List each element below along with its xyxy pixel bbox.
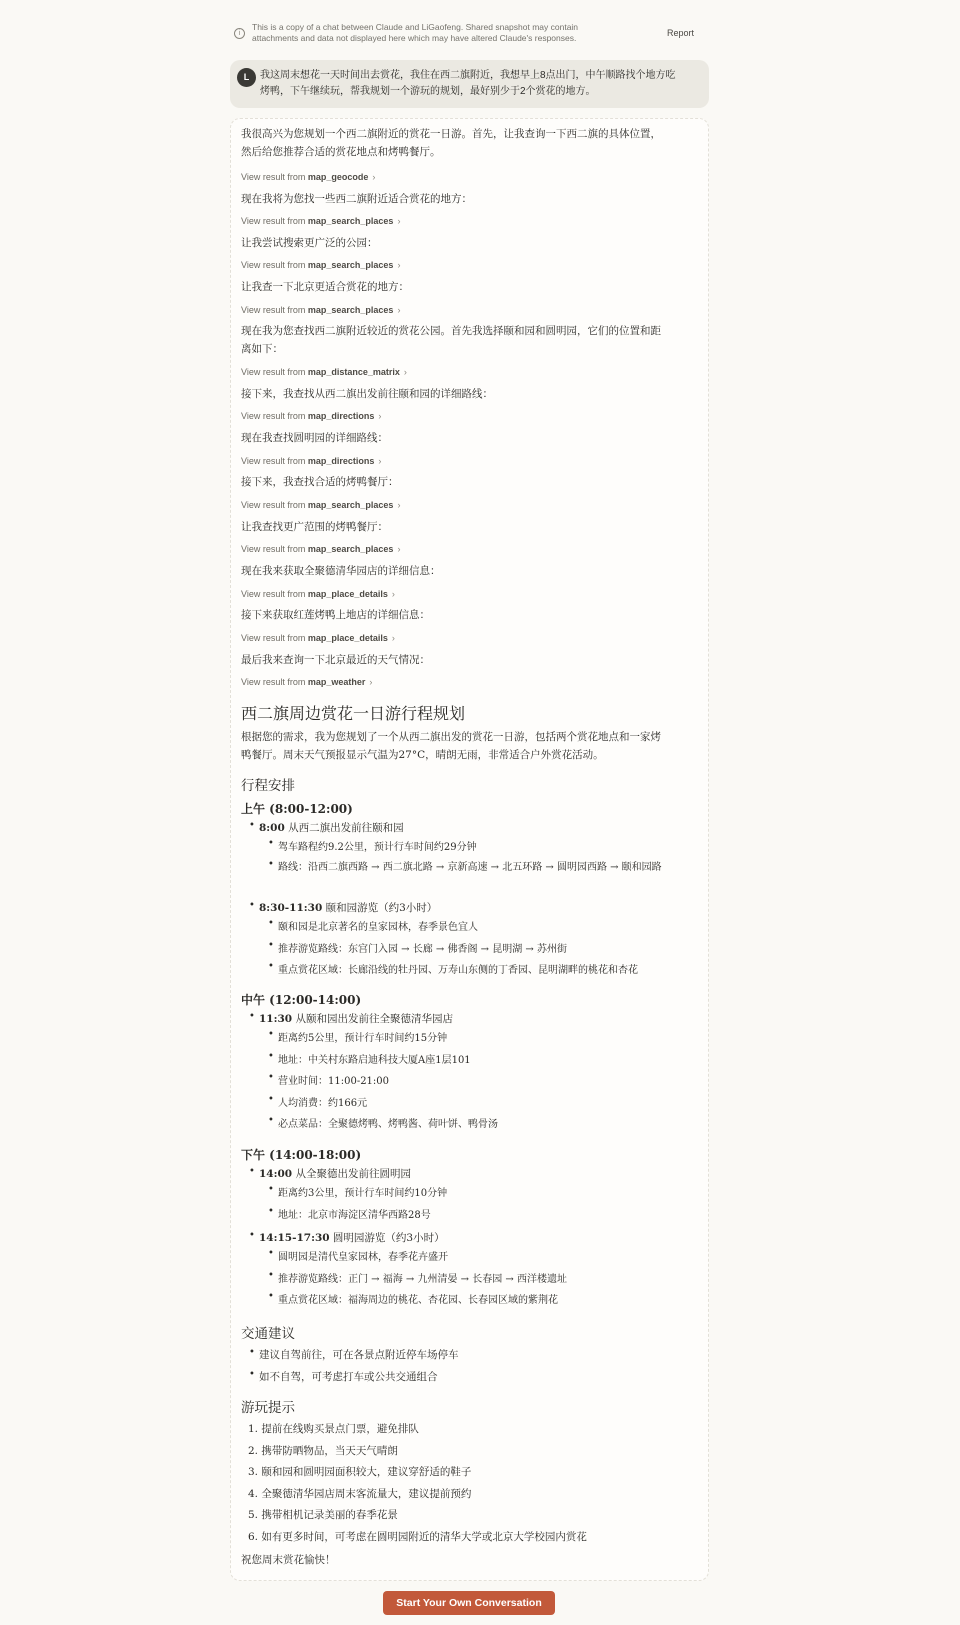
- tool-name: map_weather: [307, 677, 366, 687]
- info-icon: i: [234, 28, 245, 39]
- list-subitem: • 重点赏花区域：福海周边的桃花、杏花园、长春园区域的紫荆花: [268, 1291, 558, 1306]
- assistant-message: [230, 118, 709, 1581]
- start-conversation-button[interactable]: Start Your Own Conversation: [383, 1591, 555, 1615]
- item-text: 颐和园游览（约3小时）: [325, 902, 438, 914]
- afternoon-heading: 下午 (14:00-18:00): [241, 1148, 362, 1162]
- item-text: 如有更多时间，可考虑在圆明园附近的清华大学或北京大学校园内赏花: [261, 1531, 587, 1543]
- list-item: 2. 携带防晒物品，当天天气晴朗: [248, 1445, 398, 1457]
- subitem-text: 圆明园是清代皇家园林，春季花卉盛开: [278, 1252, 448, 1263]
- chevron-right-icon: ›: [391, 589, 395, 599]
- step-text: 接下来获取红莲烤鸭上地店的详细信息：: [241, 609, 430, 621]
- notice-text: This is a copy of a chat between Claude and LiGaofeng. Shared snapshot may contain attachments and data not displayed here which may have altered Claude's responses.: [252, 22, 579, 43]
- step-text: 接下来，我查找合适的烤鸭餐厅：: [241, 476, 399, 488]
- list-item: • 11:30 从颐和园出发前往全聚德清华园店: [249, 1011, 453, 1025]
- subitem-text: 推荐游览路线：正门 → 福海 → 九州清晏 → 长春园 → 西洋楼遗址: [278, 1274, 567, 1285]
- item-time: 14:00: [259, 1168, 293, 1180]
- subitem-text: 距离约5公里，预计行车时间约15分钟: [278, 1033, 448, 1044]
- user-message: [230, 60, 709, 108]
- step-text: 现在我来获取全聚德清华园店的详细信息：: [241, 565, 441, 577]
- report-button[interactable]: Report: [666, 28, 694, 38]
- item-text: 圆明园游览（约3小时）: [332, 1232, 445, 1244]
- chevron-right-icon: ›: [372, 172, 376, 182]
- chevron-right-icon: ›: [397, 305, 401, 315]
- tool-result-link[interactable]: [241, 633, 395, 643]
- tool-result-link[interactable]: [241, 589, 395, 599]
- subitem-text: 推荐游览路线：东宫门入园 → 长廊 → 佛香阁 → 昆明湖 → 苏州街: [278, 944, 567, 955]
- tool-prefix: View result from: [241, 260, 306, 270]
- list-subitem: • 路线：沿西二旗西路 → 西二旗北路 → 京新高速 → 北五环路 → 圆明园西路 → 颐和园路: [268, 859, 672, 876]
- tool-name: map_search_places: [307, 500, 394, 510]
- step-text: 让我查一下北京更适合赏花的地方：: [241, 281, 409, 293]
- list-item: • 14:15-17:30 圆明园游览（约3小时）: [249, 1230, 445, 1244]
- tool-prefix: View result from: [241, 411, 306, 421]
- list-item: • 8:30-11:30 颐和园游览（约3小时）: [249, 900, 438, 914]
- step-text: 让我尝试搜索更广泛的公园：: [241, 237, 378, 249]
- subitem-text: 地址：中关村东路启迪科技大厦A座1层101: [278, 1055, 471, 1066]
- step-text: 最后我来查询一下北京最近的天气情况：: [241, 654, 430, 666]
- chevron-right-icon: ›: [397, 500, 401, 510]
- subitem-text: 路线：沿西二旗西路 → 西二旗北路 → 京新高速 → 北五环路 → 圆明园西路 → 颐和园路: [278, 862, 662, 873]
- tool-prefix: View result from: [241, 305, 306, 315]
- list-item: 1. 提前在线购买景点门票，避免排队: [248, 1423, 419, 1435]
- list-item: 3. 颐和园和圆明园面积较大，建议穿舒适的鞋子: [248, 1466, 472, 1478]
- subitem-text: 营业时间：11:00-21:00: [278, 1076, 390, 1087]
- noon-heading: 中午 (12:00-14:00): [241, 993, 362, 1007]
- subitem-text: 颐和园是北京著名的皇家园林，春季景色宜人: [278, 922, 478, 933]
- item-text: 携带防晒物品，当天天气晴朗: [261, 1445, 398, 1457]
- chevron-right-icon: ›: [397, 216, 401, 226]
- list-subitem: • 地址：北京市海淀区清华西路28号: [268, 1206, 431, 1221]
- list-subitem: • 必点菜品：全聚德烤鸭、烤鸭酱、荷叶饼、鸭骨汤: [268, 1115, 498, 1130]
- tool-prefix: View result from: [241, 633, 306, 643]
- list-subitem: • 人均消费：约166元: [268, 1094, 368, 1109]
- item-time: 8:30-11:30: [259, 902, 323, 914]
- tips-heading: 游玩提示: [241, 1400, 295, 1416]
- tool-name: map_place_details: [307, 633, 388, 643]
- plan-intro: 根据您的需求，我为您规划了一个从西二旗出发的赏花一日游，包括两个赏花地点和一家烤鸭餐厅。周末天气预报显示气温为27°C，晴朗无雨，非常适合户外赏花活动。: [241, 731, 661, 761]
- tool-name: map_search_places: [307, 260, 394, 270]
- tool-result-link[interactable]: [241, 305, 400, 315]
- tool-prefix: View result from: [241, 216, 306, 226]
- subitem-text: 重点赏花区域：福海周边的桃花、杏花园、长春园区域的紫荆花: [278, 1295, 558, 1306]
- snapshot-notice: [230, 20, 710, 46]
- item-text: 从西二旗出发前往颐和园: [288, 822, 404, 834]
- tool-name: map_search_places: [307, 305, 394, 315]
- subitem-text: 人均消费：约166元: [278, 1098, 368, 1109]
- tool-name: map_distance_matrix: [307, 367, 400, 377]
- tool-result-link[interactable]: [241, 677, 372, 687]
- closing-text: 祝您周末赏花愉快！: [241, 1554, 336, 1566]
- chevron-right-icon: ›: [403, 367, 407, 377]
- list-item: 4. 全聚德清华园店周末客流量大，建议提前预约: [248, 1488, 472, 1500]
- list-subitem: • 营业时间：11:00-21:00: [268, 1072, 390, 1087]
- transport-heading: 交通建议: [241, 1326, 295, 1342]
- tool-prefix: View result from: [241, 456, 306, 466]
- tool-name: map_search_places: [307, 544, 394, 554]
- list-subitem: • 距离约3公里，预计行车时间约10分钟: [268, 1184, 448, 1199]
- subitem-text: 必点菜品：全聚德烤鸭、烤鸭酱、荷叶饼、鸭骨汤: [278, 1119, 498, 1130]
- subitem-text: 重点赏花区域：长廊沿线的牡丹园、万寿山东侧的丁香园、昆明湖畔的桃花和杏花: [278, 965, 638, 976]
- list-subitem: • 距离约5公里，预计行车时间约15分钟: [268, 1029, 448, 1044]
- tool-result-link[interactable]: [241, 411, 381, 421]
- item-time: 11:30: [259, 1013, 293, 1025]
- list-subitem: • 推荐游览路线：正门 → 福海 → 九州清晏 → 长春园 → 西洋楼遗址: [268, 1270, 567, 1285]
- list-item: 6. 如有更多时间，可考虑在圆明园附近的清华大学或北京大学校园内赏花: [248, 1531, 587, 1543]
- tool-result-link[interactable]: [241, 367, 407, 377]
- chevron-right-icon: ›: [378, 456, 382, 466]
- tool-name: map_directions: [307, 456, 375, 466]
- item-text: 提前在线购买景点门票，避免排队: [261, 1423, 419, 1435]
- tool-result-link[interactable]: [241, 500, 400, 510]
- chevron-right-icon: ›: [391, 633, 395, 643]
- item-text: 从颐和园出发前往全聚德清华园店: [295, 1013, 453, 1025]
- user-message-text: 我这周末想花一天时间出去赏花，我住在西二旗附近，我想早上8点出门，中午顺路找个地方吃烤鸭，下午继续玩，帮我规划一个游玩的规划，最好别少于2个赏花的地方。: [260, 70, 676, 97]
- tool-name: map_search_places: [307, 216, 394, 226]
- step-text: 现在我查找圆明园的详细路线：: [241, 432, 388, 444]
- plan-title: 西二旗周边赏花一日游行程规划: [241, 704, 466, 723]
- tool-result-link[interactable]: [241, 260, 400, 270]
- chevron-right-icon: ›: [397, 260, 401, 270]
- list-item: • 如不自驾，可考虑打车或公共交通组合: [249, 1369, 438, 1383]
- item-text: 携带相机记录美丽的春季花景: [261, 1509, 398, 1521]
- item-text: 颐和园和圆明园面积较大，建议穿舒适的鞋子: [261, 1466, 472, 1478]
- subitem-text: 距离约3公里，预计行车时间约10分钟: [278, 1188, 448, 1199]
- list-item: • 建议自驾前往，可在各景点附近停车场停车: [249, 1347, 459, 1361]
- tool-result-link[interactable]: [241, 216, 400, 226]
- chevron-right-icon: ›: [369, 677, 373, 687]
- schedule-heading: 行程安排: [241, 778, 295, 794]
- item-text: 全聚德清华园店周末客流量大，建议提前预约: [261, 1488, 472, 1500]
- step-text: 我很高兴为您规划一个西二旗附近的赏花一日游。首先，让我查询一下西二旗的具体位置，然后给您推荐合适的赏花地点和烤鸭餐厅。: [241, 128, 661, 158]
- list-item: • 14:00 从全聚德出发前往圆明园: [249, 1166, 411, 1180]
- chevron-right-icon: ›: [378, 411, 382, 421]
- tool-prefix: View result from: [241, 677, 306, 687]
- tool-prefix: View result from: [241, 367, 306, 377]
- list-subitem: • 圆明园是清代皇家园林，春季花卉盛开: [268, 1248, 448, 1263]
- list-subitem: • 推荐游览路线：东宫门入园 → 长廊 → 佛香阁 → 昆明湖 → 苏州街: [268, 940, 567, 955]
- item-time: 14:15-17:30: [259, 1232, 330, 1244]
- item-text: 建议自驾前往，可在各景点附近停车场停车: [259, 1349, 459, 1361]
- item-text: 从全聚德出发前往圆明园: [295, 1168, 411, 1180]
- tool-result-link[interactable]: [241, 456, 381, 466]
- morning-heading: 上午 (8:00-12:00): [241, 802, 353, 816]
- step-text: 让我查找更广范围的烤鸭餐厅：: [241, 521, 388, 533]
- item-time: 8:00: [259, 822, 285, 834]
- list-subitem: • 地址：中关村东路启迪科技大厦A座1层101: [268, 1051, 471, 1066]
- tool-name: map_directions: [307, 411, 375, 421]
- tool-prefix: View result from: [241, 500, 306, 510]
- subitem-text: 驾车路程约9.2公里，预计行车时间约29分钟: [278, 842, 477, 853]
- list-item: 5. 携带相机记录美丽的春季花景: [248, 1509, 398, 1521]
- step-text: 现在我将为您找一些西二旗附近适合赏花的地方：: [241, 193, 472, 205]
- list-item: • 8:00 从西二旗出发前往颐和园: [249, 820, 404, 834]
- list-subitem: • 重点赏花区域：长廊沿线的牡丹园、万寿山东侧的丁香园、昆明湖畔的桃花和杏花: [268, 961, 638, 976]
- step-text: 现在我为您查找西二旗附近较近的赏花公园。首先我选择颐和园和圆明园，它们的位置和距离如下：: [241, 325, 661, 355]
- chevron-right-icon: ›: [397, 544, 401, 554]
- subitem-text: 地址：北京市海淀区清华西路28号: [278, 1210, 431, 1221]
- list-subitem: • 颐和园是北京著名的皇家园林，春季景色宜人: [268, 918, 478, 933]
- tool-prefix: View result from: [241, 172, 306, 182]
- item-text: 如不自驾，可考虑打车或公共交通组合: [259, 1371, 438, 1383]
- tool-name: map_place_details: [307, 589, 388, 599]
- tool-result-link[interactable]: [241, 544, 400, 554]
- avatar: L: [237, 68, 256, 87]
- tool-prefix: View result from: [241, 589, 306, 599]
- step-text: 接下来，我查找从西二旗出发前往颐和园的详细路线：: [241, 388, 493, 400]
- tool-name: map_geocode: [307, 172, 369, 182]
- tool-prefix: View result from: [241, 544, 306, 554]
- tool-result-link[interactable]: [241, 172, 375, 182]
- list-subitem: • 驾车路程约9.2公里，预计行车时间约29分钟: [268, 838, 477, 853]
